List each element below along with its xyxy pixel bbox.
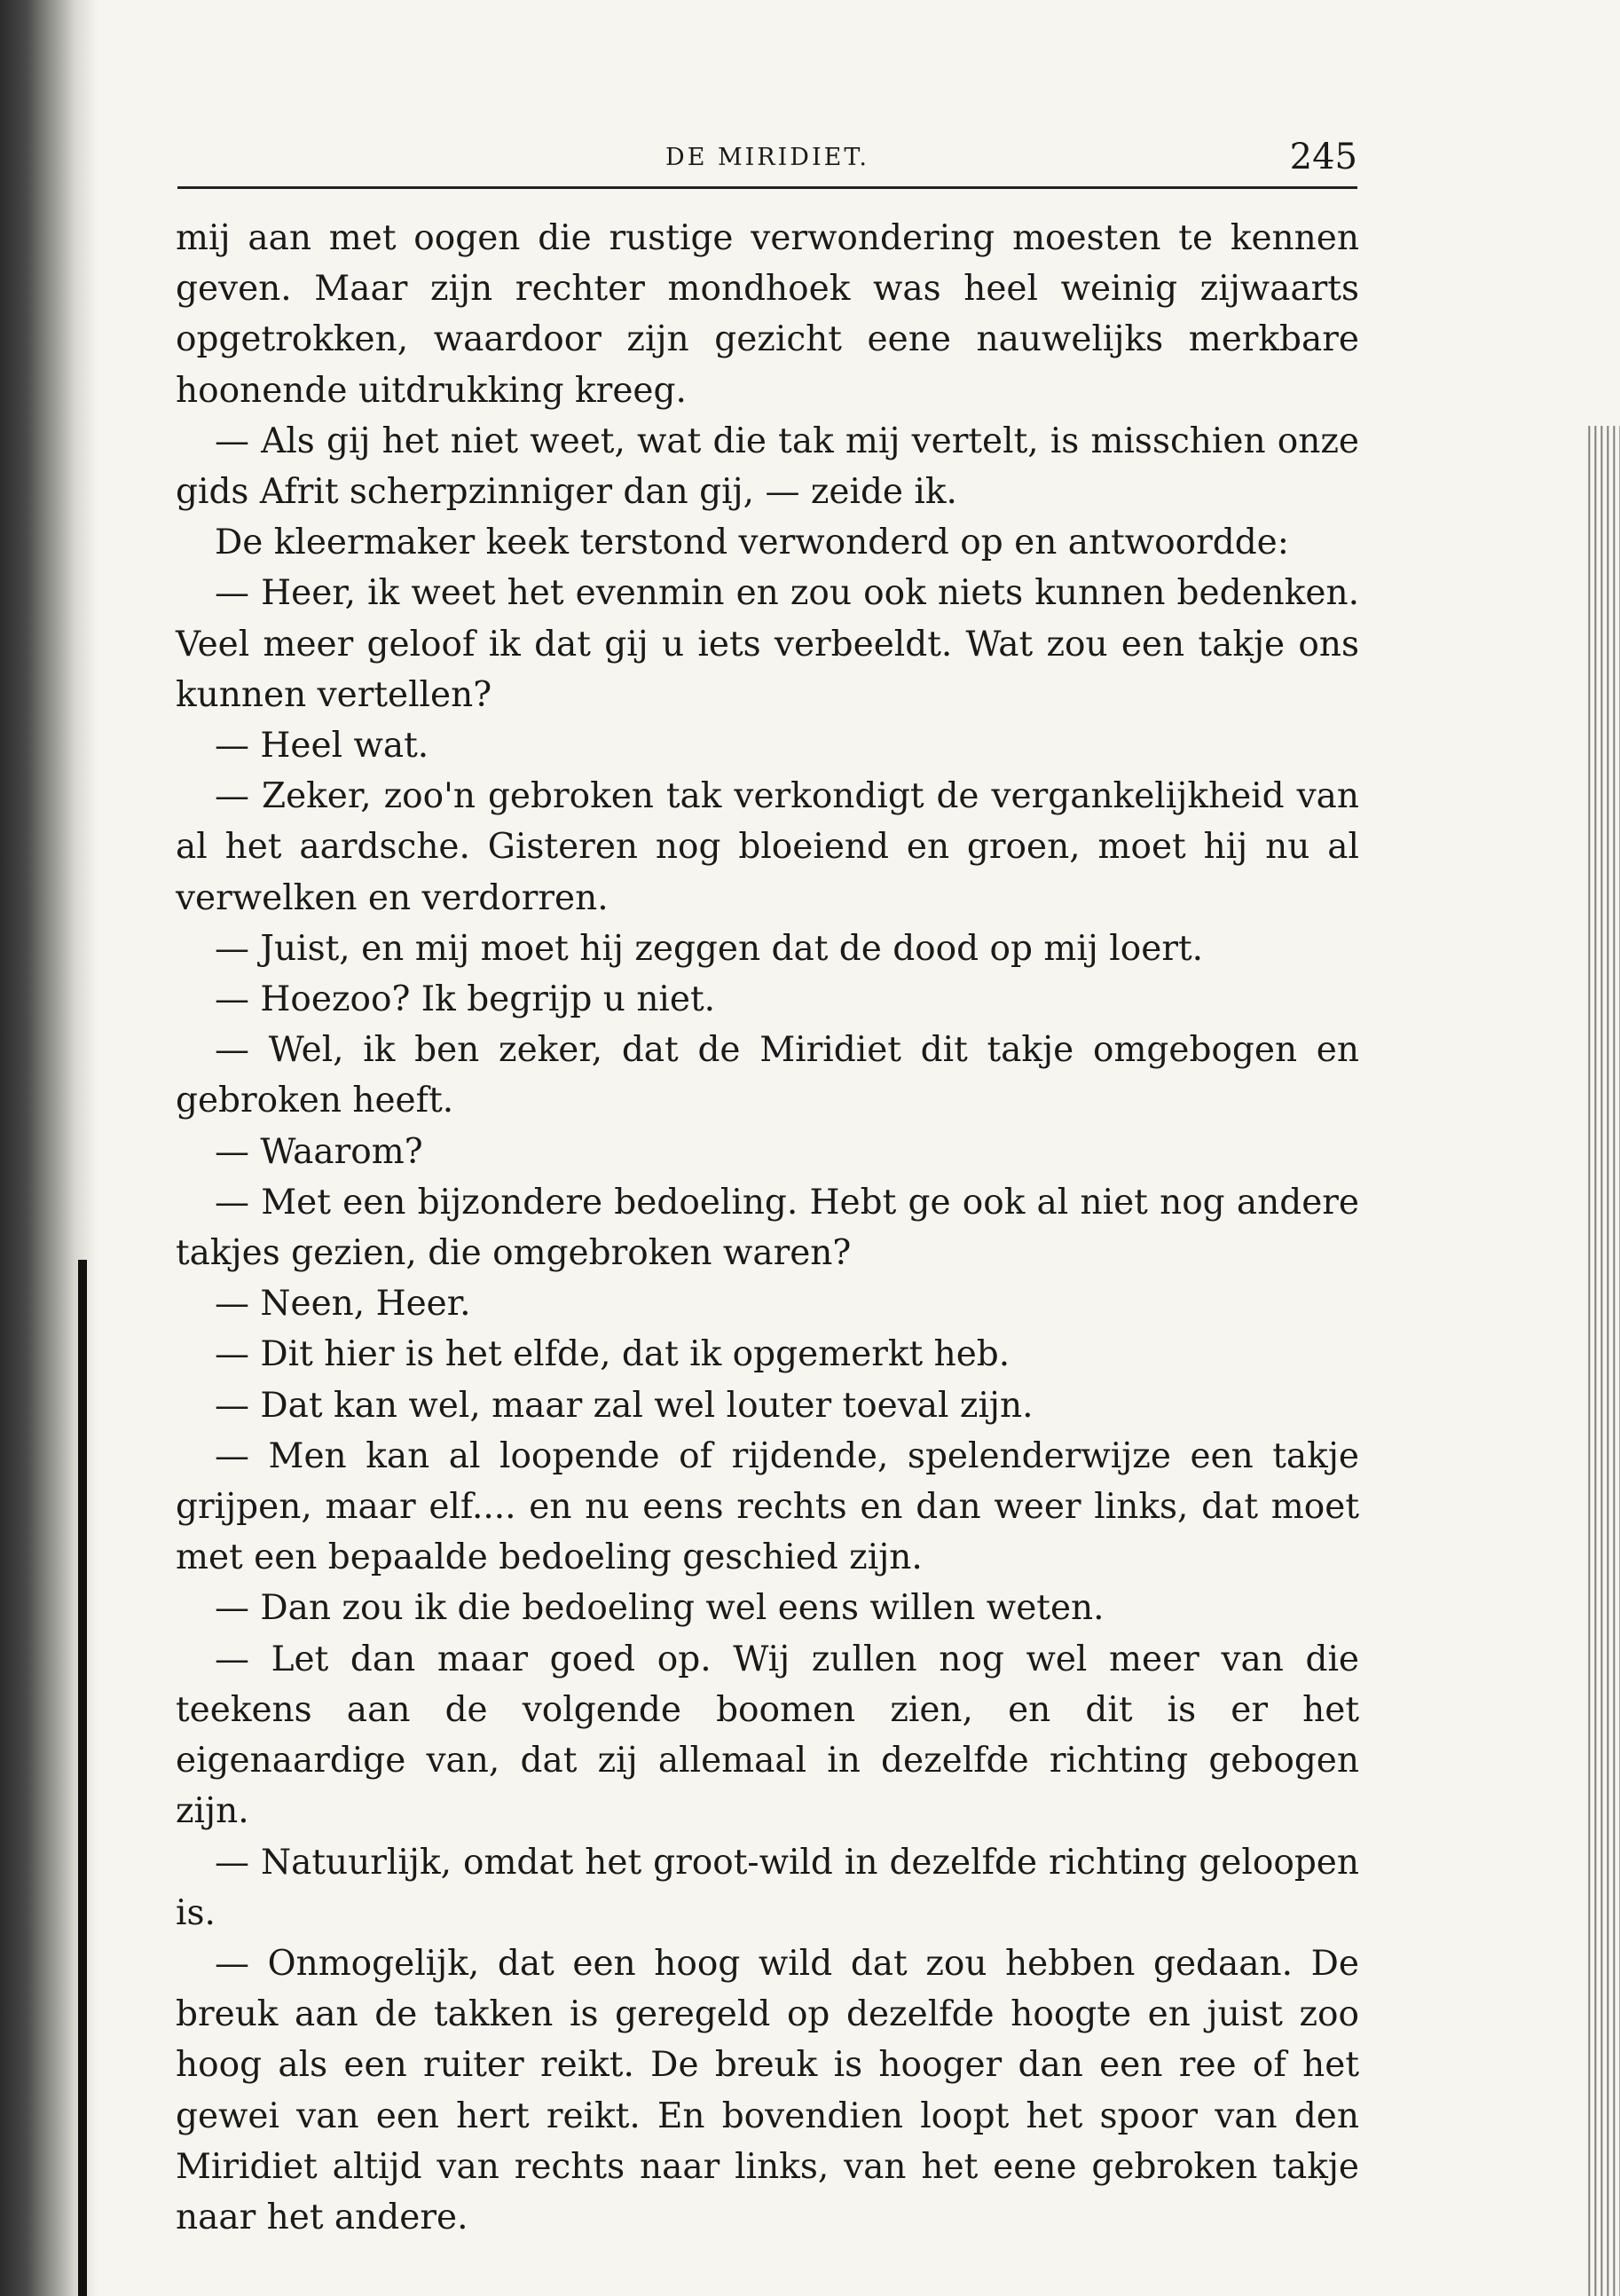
paragraph: — Dan zou ik die bedoeling wel eens willen weten.	[215, 1588, 1105, 1629]
paragraph: — Met een bijzondere bedoeling. Hebt ge ook al niet nog andere takjes gezien, die omgebroken waren?	[176, 1182, 1359, 1274]
paragraph: — Let dan maar goed op. Wij zullen nog wel meer van die teekens aan de volgende boomen zien, en dit is er het eigenaardige van, dat zij allemaal in dezelfde richting gebogen zijn.	[176, 1639, 1359, 1832]
paragraph: — Heel wat.	[215, 726, 429, 767]
paragraph: — Juist, en mij moet hij zeggen dat de dood op mij loert.	[215, 928, 1204, 969]
page-edge-lines	[1585, 426, 1620, 2296]
paragraph: — Dat kan wel, maar zal wel louter toeval zijn.	[215, 1385, 1034, 1426]
paragraph: — Zeker, zoo'n gebroken tak verkondigt de vergankelijkheid van al het aardsche. Gisteren nog bloeiend en groen, moet hij nu al verwelken en verdorren.	[176, 776, 1359, 918]
running-title: DE MIRIDIET.	[665, 144, 869, 171]
paragraph: — Onmogelijk, dat een hoog wild dat zou hebben gedaan. De breuk aan de takken is geregeld op dezelfde hoogte en juist zoo hoog als een ruiter reikt. De breuk is hooger dan een ree of het gewei van een hert reikt. En bovendien loopt het spoor van den Miridiet altijd van rechts naar links, van het eene gebroken takje naar het andere.	[176, 1943, 1359, 2237]
paragraph: — Waarom?	[215, 1131, 423, 1172]
paragraph: — Dit hier is het elfde, dat ik opgemerkt heb.	[215, 1334, 1011, 1375]
paragraph: — Men kan al loopende of rijdende, spelenderwijze een takje grijpen, maar elf.... en nu eens rechts en dan weer links, dat moet met een bepaalde bedoeling geschied zijn.	[176, 1435, 1359, 1578]
paragraph: — Hoezoo? Ik begrijp u niet.	[215, 979, 716, 1020]
paragraph: — Als gij het niet weet, wat die tak mij vertelt, is misschien onze gids Afrit scherpzinniger dan gij, — zeide ik.	[176, 421, 1359, 513]
page-header	[177, 133, 1357, 189]
page-number: 245	[1289, 137, 1357, 177]
paragraph: — Wel, ik ben zeker, dat de Miridiet dit takje omgebogen en gebroken heeft.	[176, 1030, 1359, 1121]
body-text	[176, 213, 1359, 2243]
paragraph: — Heer, ik weet het evenmin en zou ook niets kunnen bedenken. Veel meer geloof ik dat gij u iets verbeeldt. Wat zou een takje ons kunnen vertellen?	[176, 573, 1359, 715]
paragraph: De kleermaker keek terstond verwonderd op en antwoordde:	[215, 523, 1289, 563]
paragraph: mij aan met oogen die rustige verwondering moesten te kennen geven. Maar zijn rechter mondhoek was heel weinig zijwaarts opgetrokken, waardoor zijn gezicht eene nauwelijks merkbare hoonende uitdrukking kreeg.	[176, 218, 1359, 411]
paragraph: — Natuurlijk, omdat het groot-wild in dezelfde richting geloopen is.	[176, 1842, 1359, 1933]
paragraph: — Neen, Heer.	[215, 1284, 471, 1325]
binding-edge	[78, 1260, 87, 2296]
